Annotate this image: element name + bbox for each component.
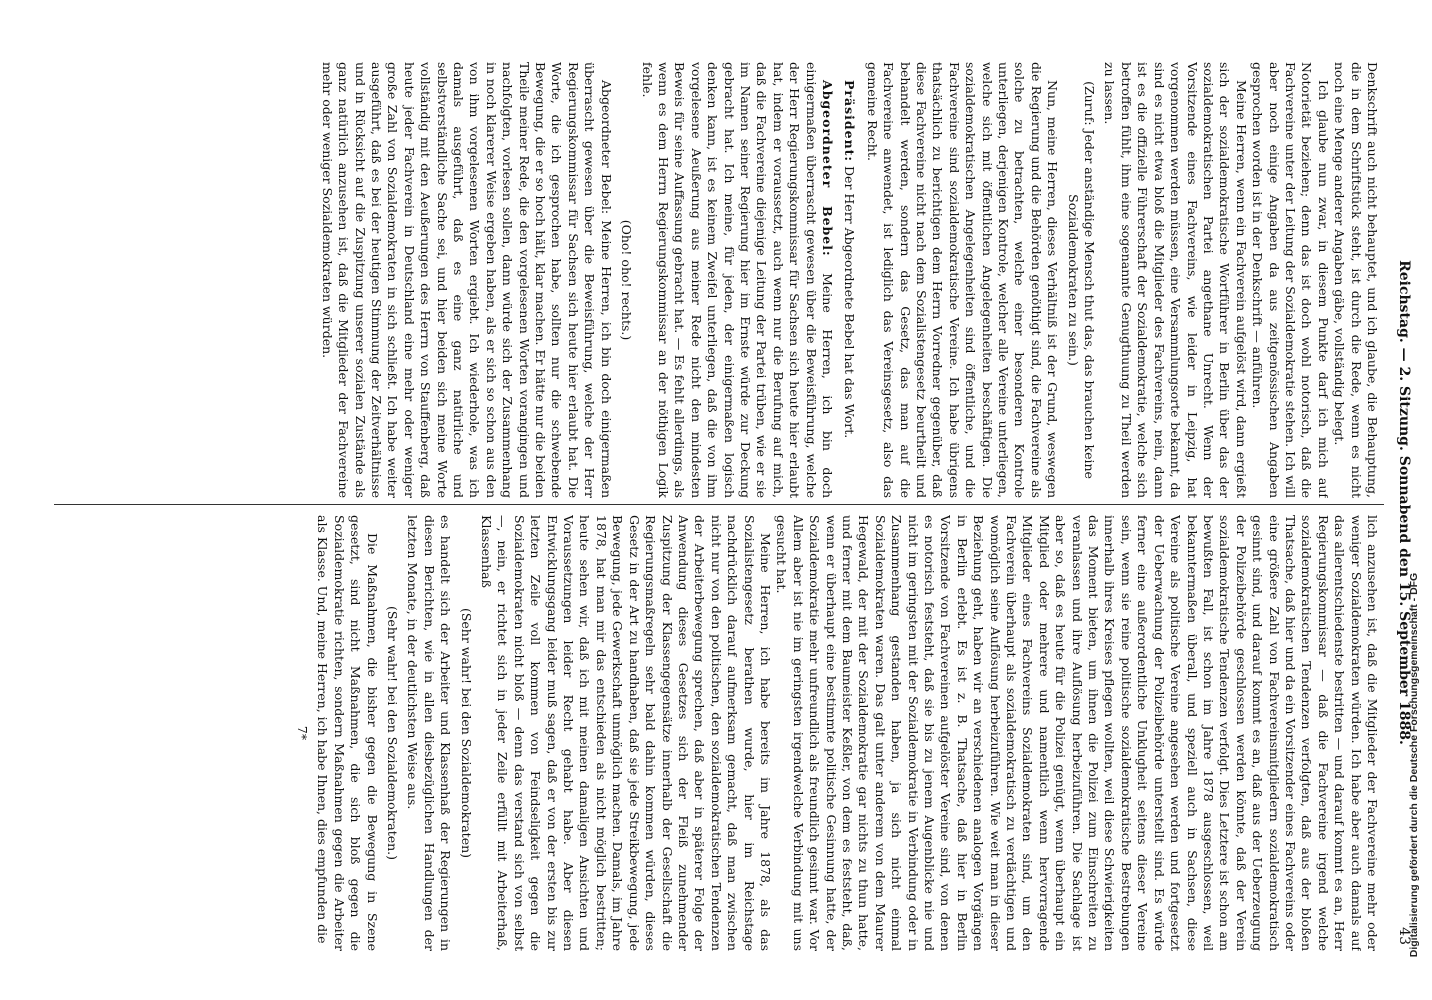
speaker-paragraph: [841, 62, 857, 498]
digitization-credit: [1407, 540, 1421, 990]
paragraph: Meine Herren, ich habe bereits im Jahre 1878, als das Sozialistengesetz berathen wurde, hier im Reichstage nachdrücklich darauf aufmerksam gemacht, daß man zwischen nicht nur von den politischen, den sozialdemokratischen Tendenzen der Arbeiterbewegung sprechen, daß aber in späterer Folge der Anwendung dieses Gesetzes sich der Fleiß zunehmender Zuspitzung der Klassengegensätze innerhalb der Gesellschaft die Regierungsmaßregeln sehr bald dahin kommen würden, dieses Gesetz in der Art zu handhaben, daß sie jede Streikbewegung, jede Bewegung, jede Gewerkschaft unmöglich machen. Damals, im Jahre 1878, hat man mir das entschieden als nicht möglich bestritten; heute sehen wir, daß ich mit meinen damaligen Ansichten und Voraussetzungen leider Recht gehabt habe. Aber diesen Entwicklungsgang leider muß sagen, daß er von der ersten bis zur letzten Zeile voll kommen von Feindseligkeit gegen die Sozialdemokraten nicht bloß — denn das verstand sich von selbst —, nein, er richtet sich in jeder Zeile erfüllt mit Arbeiterhaß, Klassenhaß: [479, 515, 773, 951]
speaker-text: Meine Herren, ich bin doch einigermaßen überrascht gewesen über die Beweisführung, welche der Herr Regierungskommissar für Sachsen sich heute hier erlaubt hat, indem er voraussetzt, auch wenn nur die Berufung auf mich, daß die Fachvereine diejenige Leitung der Partei trüben, wie er sie im Namen seiner Regierung hier im Ernste würde zur Deckung gebracht hat. Ich meine, für jeden, der einigermaßen logisch denken kann, ist es keinem Zweifel unterliegen, daß die von ihm vorgelesene Aeußerung aus meiner Rede nicht den mindesten Beweis für seine Auffassung gebracht hat. — Es fehlt allerdings, als wenn es dem Herrn Regierungskommissar an der nöthigen Logik fehle.: [639, 62, 835, 498]
paragraph: Abgeordneter Bebel: Meine Herren, ich bin doch einigermaßen überrascht gewesen über die Beweisführung, welche der Herr Regierungskommissar für Sachsen sich heute hier erlaubt hat. Die Worte, die ich gesprochen habe, sollten nur die schwebende Bewegung, die er so hoch hält, klar machen. Er hätte nur die beiden Theile meiner Rede, die den vorgelesenen Worten vorangingen und nachfolgten, vorlesen sollen, dann würde sich der Zusammenhang in noch klarerer Weise ergeben haben, als er sich so schon aus den von ihm vorgelesenen Worten ergiebt. Ich wiederhole, was ich damals ausgeführt, daß es eine ganz natürliche und selbstverständliche Sache sei, und hier beiden sich meine Worte vollständig mit den Aeußerungen des Herrn von Stauffenberg, daß heute jeder Fachverein in Deutschland eine mehr oder weniger große Zahl von Sozialdemokraten in sich schließt. Ich habe weiter ausgeführt, daß es bei der heutigen Stimmung der Zeitverhältnisse und in Rücksicht auf die Zuspitzung unserer sozialen Zustände als ganz natürlich anzusehen ist, daß die Mitglieder der Fachvereine mehr oder weniger Sozialdemokraten würden.: [319, 62, 614, 498]
speaker-text: Der Herr Abgeordnete Bebel hat das Wort.: [842, 166, 858, 439]
paragraph: lich anzusehen ist, daß die Mitglieder der Fachvereine mehr oder weniger Sozialdemokraten würden. Ich habe aber auch damals auf das allerentschiedenste bestritten — und darauf kommt es an, Herr Regierungskommissar — daß die Fachvereine irgend welche sozialdemokratischen Tendenzen verfolgten, daß aus der bloßen Thatsache, daß hier und da ein Vorsitzender eines Fachvereins oder eine größere Zahl von Fachvereinsmitgliedern sozialdemokratisch gesinnt sind, und darauf kommt es an, daß aus der Ueberzeugung der Polizeibehörde geschlossen werden könnte, daß der Verein sozialdemokratische Tendenzen verfolgt. Dies Letztere ist schon am bewußten Fall, ist schon im Jahre 1878 ausgeschlossen, weil bekanntermaßen überall, und speziell auch in Sachsen, diese Vereine als politische Vereine angesehen werden und fortgesetzt der Ueberwachung der Polizeibehörde unterstellt sind. Es würde ferner eine außerordentliche Unklugheit seitens dieser Vereine sein, wenn sie reine politische sozialdemokratische Bestrebungen innerhalb ihres Kreises pflegen wollten, weil diese Schwierigkeiten das Moment bieten, um ihnen die Polizei zum Einschreiten zu veranlassen und ihre Auflösung herbeizuführen. Die Sachlage ist aber so, daß es heute für die Polizei genügt, wenn überhaupt ein Mitglied oder mehrere und namentlich wenn hervorragende Mitglieder eines Fachvereins Sozialdemokraten sind, um den Fachverein überhaupt als sozialdemokratisch zu verdächtigen und womöglich seine Auflösung herbeizuführen. Wie weit man in dieser Beziehung geht, haben wir an verschiedenen analogen Vorgängen in Berlin erlebt. Es ist z. B. Thatsache, daß hier in Berlin Vorsitzende von Fachvereinen aufgelöster Vereine sind, von denen es notorisch feststeht, daß sie bis zu jenem Augenblicke nie und nicht im geringsten mit der Sozialdemokratie in Verbindung oder in Zusammenhang gestanden haben, ja sich nicht einmal Sozialdemokraten waren. Das galt unter anderem von dem Maurer Hegewald, der mit der Sozialdemokratie gar nichts zu thun hatte, und ferner mit dem Baumeister Keßler, von dem es feststeht, daß, wenn er überhaupt eine bestimmte politische Gesinnung hatte, der Sozialdemokratie mehr unfreundlich als freundlich gesinnt war. Vor Allem aber ist nie im geringsten irgendwelche Verbindung mit uns gesucht hat.: [774, 515, 1380, 951]
interjection: (Sehr wahr! bei den Sozialdemokraten.): [385, 605, 401, 861]
right-text-column: [55, 515, 1380, 951]
interjection: (Oho! oho! rechts.): [619, 219, 635, 341]
left-text-column: [55, 62, 1380, 498]
paragraph: Nun, meine Herren, dieses Verhältniß ist der Grund, weswegen die Regierung und die Behörden genöthigt sind, die Fachvereine als solche zu betrachten, welche einer besonderen Kontrole unterliegen, derjenigen Kontrole, welcher alle Vereine unterliegen, welche sich mit öffentlichen Angelegenheiten beschäftigen. Die sozialdemokratischen Angelegenheiten sind öffentliche, und die Fachvereine sind sozialdemokratische Vereine. Ich habe übrigens thatsächlich zu berichtigen dem Herrn Vorredner gegenüber, daß diese Fachvereine nicht nach dem Sozialistengesetz beurtheilt und behandelt werden, sondern das Gesetz, das man auf die Fachvereine anwendet, ist lediglich das Vereinsgesetz, also das gemeine Recht.: [864, 62, 1061, 498]
interjection: (Sehr wahr! bei den Sozialdemokraten): [458, 607, 474, 859]
paragraph: Die Maßnahmen, die bisher gegen die Bewegung in Szene gesetzt, sind nicht Maßnahmen, die sich bloß gegen die Sozialdemokratie richten, sondern Maßnahmen gegen die Arbeiter als Klasse. Und, meine Herren, ich habe Ihnen, dies empfunden die: [315, 515, 380, 951]
speaker-label: Präsident:: [842, 80, 858, 163]
header-title: Reichstag. — 2. Sitzung. Sonnabend den 15. September 1888.: [1396, 260, 1412, 745]
column-divider: [54, 504, 1384, 505]
paragraph: es handelt sich der Arbeiter und Klassenhaß der Regierungen in diesen Berichten, wie in allen diesbezüglichen Handlungen der letzten Monate, in der deutlichsten Weise aus.: [405, 515, 454, 951]
paragraph: Meine Herren, wenn ein Fachverein aufgelöst wird, dann ergießt sich der sozialdemokratische Wortführer in Berlin über das der sozialdemokratischen Partei angethane Unrecht. Wenn der Vorsitzende eines Fachvereins, wie leider in Leipzig, hat vorgenommen werden müssen, eine Versammlungsorte bekannt, da sind es nicht etwa bloß die Mitglieder des Fachvereins, nein, dann ist es die offizielle Führerschaft der Sozialdemokratie, welche sich betroffen fühlt, ihm eine sogenannte Genugthuung zu Theil werden zu lassen.: [1102, 62, 1249, 498]
digitization-credit-text: Digitalisierung gefördert durch die Deutsche Forschungsgemeinschaft - DFG: [1408, 572, 1421, 958]
sheet-signature: 7*: [295, 725, 310, 741]
speaker-label: Abgeordneter Bebel:: [820, 80, 835, 257]
interjection: (Zuruf: Jeder anständige Mensch thut das, das brauchen keine Sozialdemokraten zu sein.): [1065, 81, 1098, 479]
paragraph: Ich glaube nun zwar, in diesem Punkte darf ich mich auf Notorietät beziehen; denn das ist doch wohl notorisch, daß die Fachvereine unter der Leitung der Sozialdemokratie stehen. Ich will aber noch einige Angaben da aus zeitgenössischen Angaben gesprochen worden ist in der Denkschrift — anführen.: [1250, 62, 1331, 498]
page-number: 43: [1396, 927, 1412, 945]
paragraph: Denkschrift auch nicht behauptet, und ich glaube, die Behauptung, die in dem Schriftstück steht, ist durch die Rede, wenn es nicht noch eine Menge anderer Angaben gäbe, vollständig belegt.: [1332, 62, 1380, 498]
speaker-paragraph: [638, 62, 835, 498]
